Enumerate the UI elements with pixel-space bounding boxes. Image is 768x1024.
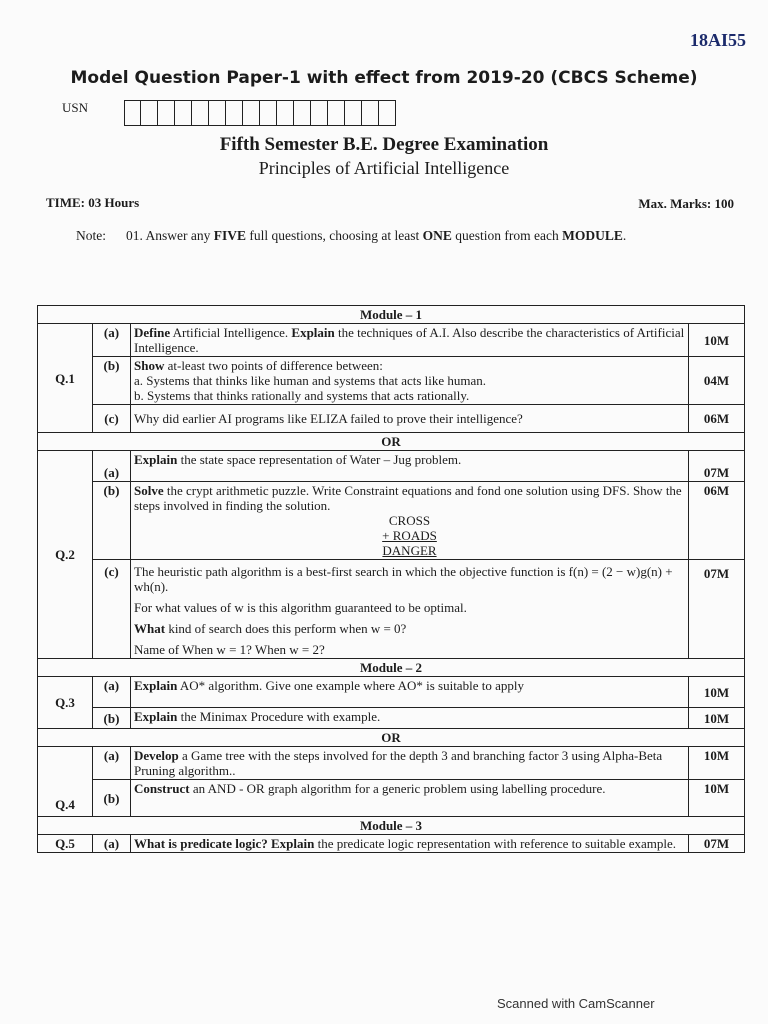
usn-box [379,100,396,126]
text-span: a Game tree with the steps involved for the depth 3 and branching factor 3 using Alpha-Beta Pruning algorithm.. [134,748,663,778]
usn-box [141,100,158,126]
question-text [131,747,689,780]
usn-boxes [124,100,396,126]
bold-word: Show [134,358,165,373]
or-separator: OR [38,729,745,747]
bold-word: Solve [134,483,164,498]
usn-box [209,100,226,126]
usn-box [345,100,362,126]
question-number: Q.1 [38,324,93,433]
text-line: For what values of w is this algorithm guaranteed to be optimal. [134,600,467,615]
usn-box [192,100,209,126]
scanner-watermark: Scanned with CamScanner [497,996,655,1011]
usn-label: USN [62,100,89,115]
text-span: kind of search does this perform when w = 0? [165,621,407,636]
usn-box [328,100,345,126]
question-number: Q.3 [38,677,93,729]
question-marks: 10M [689,677,745,708]
question-row [38,357,745,405]
part-label: (a) [93,747,131,780]
question-row [38,405,745,433]
module-heading: Module – 2 [38,659,745,677]
bold-word: What [134,621,166,636]
question-marks: 04M [689,357,745,405]
part-label: (c) [93,560,131,659]
usn-box [158,100,175,126]
max-marks: Max. Marks: 100 [638,196,734,211]
part-label: (c) [93,405,131,433]
question-text [131,708,689,729]
part-label: (a) [93,324,131,357]
note-part: 01. Answer any [126,228,214,243]
question-text [131,451,689,482]
text-span: the state space representation of Water – Jug problem. [177,452,462,467]
subject-name: Principles of Artificial Intelligence [258,158,510,178]
bold-word: Explain [134,678,178,693]
text-span: AO* algorithm. Give one example where AO* is suitable to apply [177,678,524,693]
question-number: Q.4 [38,747,93,817]
text-span: What is predicate logic? [134,836,271,851]
text-line: Name of When w = 1? When w = 2? [134,642,325,657]
usn-box [243,100,260,126]
question-marks: 07M [689,560,745,659]
usn-box [226,100,243,126]
question-text: Why did earlier AI programs like ELIZA failed to prove their intelligence? [131,405,689,433]
puzzle-line: + ROADS [382,528,437,543]
usn-box [260,100,277,126]
usn-box [175,100,192,126]
text-span: the Minimax Procedure with example. [177,709,381,724]
part-label: (a) [93,835,131,853]
text-line: b. Systems that thinks rationally and systems that acts rationally. [134,388,470,403]
note-part: MODULE [562,228,623,243]
question-text [131,560,689,659]
text-line: a. Systems that thinks like human and systems that acts like human. [134,373,487,388]
question-row [38,835,745,853]
question-marks: 06M [689,482,745,560]
question-marks: 10M [689,324,745,357]
question-row [38,708,745,729]
question-row [38,560,745,659]
text-line: The heuristic path algorithm is a best-first search in which the objective function is f(n) = (2 − w)g(n) + wh(n). [134,564,673,594]
text-span: an AND - OR graph algorithm for a generic problem using labelling procedure. [189,781,606,796]
part-label: (b) [93,482,131,560]
question-text [131,324,689,357]
question-number: Q.2 [38,451,93,659]
note-part: question from each [451,228,563,243]
question-marks: 06M [689,405,745,433]
module-heading: Module – 1 [38,306,745,324]
question-row [38,677,745,708]
bold-word: Explain [291,325,335,340]
text-span: Artificial Intelligence. [170,325,292,340]
question-text [131,677,689,708]
question-text [131,357,689,405]
part-label: (b) [93,708,131,729]
note-part: full questions, choosing at least [246,228,423,243]
question-marks: 10M [689,780,745,817]
puzzle-line: CROSS [388,513,431,528]
note-text [126,228,626,244]
part-label: (b) [93,357,131,405]
note-part: FIVE [213,228,247,243]
bold-word: Explain [134,709,178,724]
or-row [38,729,745,747]
or-separator: OR [38,433,745,451]
question-marks: 10M [689,747,745,780]
text-span: at-least two points of difference between: [164,358,383,373]
question-number: Q.5 [38,835,93,853]
bold-word: Develop [134,748,179,763]
question-table [37,305,745,853]
module-heading: Module – 3 [38,817,745,835]
question-row [38,780,745,817]
module-row [38,817,745,835]
text-span: the crypt arithmetic puzzle. Write Constraint equations and fond one solution using DFS. Show the steps involved in finding the solution. [134,483,682,513]
note-label: Note: [76,228,106,243]
part-label: (a) [93,451,131,482]
question-marks: 10M [689,708,745,729]
usn-box [294,100,311,126]
or-row [38,433,745,451]
question-row [38,747,745,780]
question-text [131,835,689,853]
text-span: the techniques of A.I. Also describe the characteristics of Artificial Intelligence. [134,325,685,355]
question-row [38,482,745,560]
question-row [38,451,745,482]
note-part: ONE [422,228,452,243]
question-text [131,482,689,560]
bold-word: Construct [134,781,190,796]
exam-name: Fifth Semester B.E. Degree Examination [219,134,549,155]
paper-title: Model Question Paper-1 with effect from 2019-20 (CBCS Scheme) [70,68,698,88]
usn-box [277,100,294,126]
text-span: the predicate logic representation with reference to suitable example. [314,836,677,851]
question-text [131,780,689,817]
question-marks: 07M [689,835,745,853]
usn-box [124,100,141,126]
usn-box [311,100,328,126]
bold-word: Define [134,325,171,340]
course-code: 18AI55 [690,30,747,50]
usn-box [362,100,379,126]
note-part: . [622,228,627,243]
part-label: (a) [93,677,131,708]
bold-word: Explain [270,836,315,851]
question-row [38,324,745,357]
module-row [38,659,745,677]
module-row [38,306,745,324]
bold-word: Explain [134,452,178,467]
puzzle-line: DANGER [382,543,437,558]
part-label: (b) [93,780,131,817]
question-marks: 07M [689,451,745,482]
exam-time: TIME: 03 Hours [46,195,140,210]
